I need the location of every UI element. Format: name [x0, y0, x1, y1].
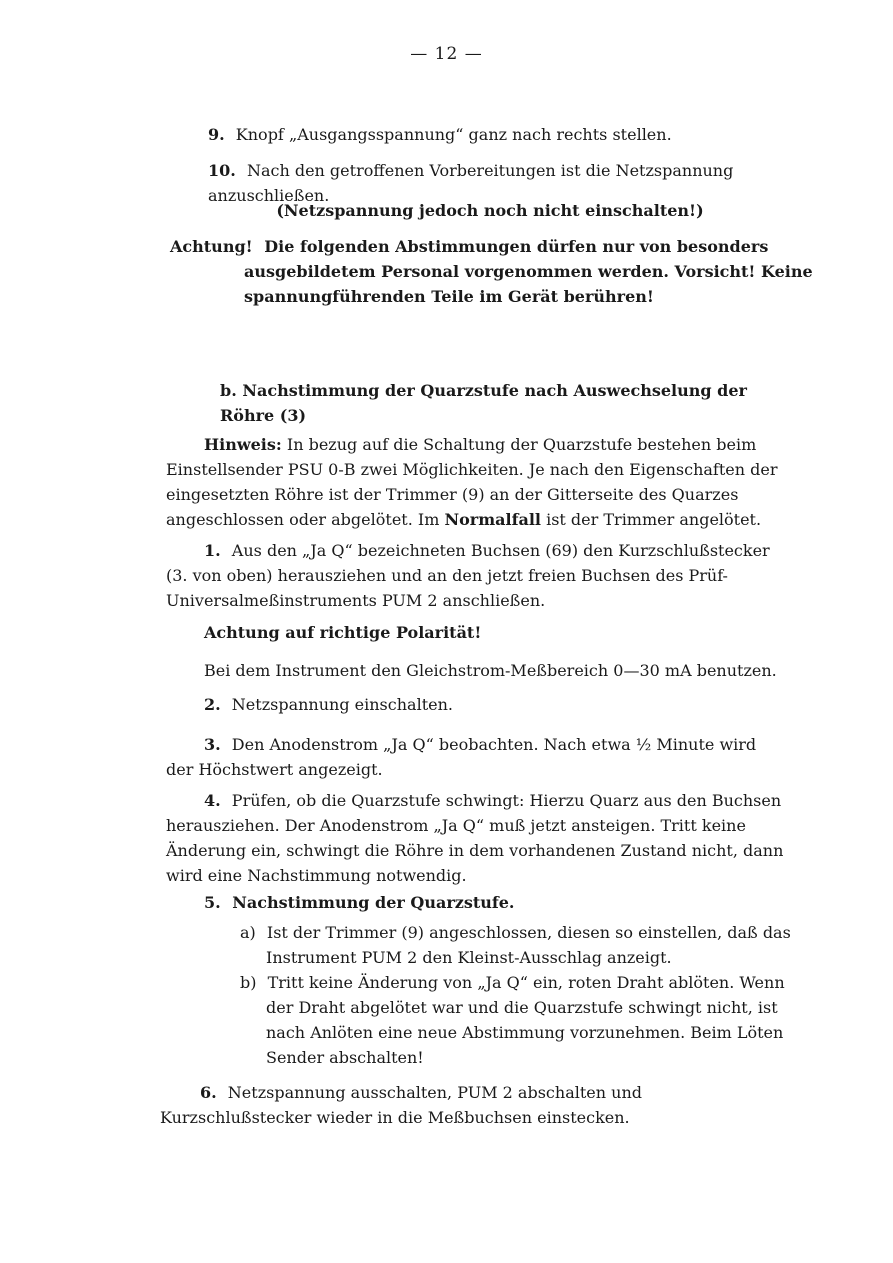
step-text: Knopf „Ausgangsspannung“ ganz nach rechts stellen. [235, 125, 672, 144]
substep-text: Tritt keine Änderung von „Ja Q“ ein, roten Draht ablöten. Wenn der Draht abgelötet war und die Quarzstufe schwingt nicht, ist nach Anlöten eine neue Abstimmung vorzunehmen. Beim Löten Sender abschalten! [266, 973, 785, 1067]
warning-label: Achtung! [170, 237, 253, 256]
substep-b [240, 970, 812, 1070]
substep-label: b) [240, 973, 257, 992]
substep-text: Ist der Trimmer (9) angeschlossen, diesen so einstellen, daß das Instrument PUM 2 den Kleinst-Ausschlag anzeigt. [266, 923, 791, 967]
step-3 [166, 732, 786, 782]
step-number: 5. [204, 893, 221, 912]
page-number: — 12 — [410, 44, 483, 64]
substep-a [240, 920, 812, 970]
step-number: 3. [204, 735, 221, 754]
hint-text-end: ist der Trimmer angelötet. [546, 510, 762, 529]
mains-note: (Netzspannung jedoch noch nicht einschalten!) [276, 201, 704, 220]
step-4 [166, 788, 786, 888]
step-number: 4. [204, 791, 221, 810]
step-text: Netzspannung einschalten. [231, 695, 453, 714]
step-6 [160, 1080, 786, 1130]
step-number: 10. [208, 161, 236, 180]
warning-text: Die folgenden Abstimmungen dürfen nur von besonders ausgebildetem Personal vorgenommen werden. Vorsicht! Keine spannungführenden Teile im Gerät berühren! [244, 237, 813, 306]
polarity-warning: Achtung auf richtige Polarität! [204, 623, 482, 642]
step-number: 2. [204, 695, 221, 714]
step-text: Netzspannung ausschalten, PUM 2 abschalten und Kurzschlußstecker wieder in die Meßbuchsen einstecken. [160, 1083, 642, 1127]
step-text: Nach den getroffenen Vorbereitungen ist die Netzspannung anzuschließen. [208, 161, 734, 205]
warning-block [170, 234, 864, 309]
step-2 [204, 692, 784, 717]
step-1 [166, 538, 786, 613]
hint-text: In bezug auf die Schaltung der Quarzstufe bestehen beim Einstellsender PSU 0-B zwei Möglichkeiten. Je nach den Eigenschaften der eingesetzten Röhre ist der Trimmer (9) an der Gitterseite des Quarzes angeschlossen oder abgelötet. Im [166, 435, 778, 529]
step-text: Nachstimmung der Quarzstufe. [232, 893, 515, 912]
hint-label: Hinweis: [204, 435, 282, 454]
substep-label: a) [240, 923, 256, 942]
step-text: Aus den „Ja Q“ bezeichneten Buchsen (69) den Kurzschlußstecker (3. von oben) herausziehen und an den jetzt freien Buchsen des Prüf-Universalmeßinstruments PUM 2 anschließen. [166, 541, 770, 610]
step-text: Den Anodenstrom „Ja Q“ beobachten. Nach etwa ½ Minute wird der Höchstwert angezeigt. [166, 735, 757, 779]
hint-block [166, 432, 786, 532]
step-number: 9. [208, 125, 225, 144]
step-number: 6. [200, 1083, 217, 1102]
instrument-note: Bei dem Instrument den Gleichstrom-Meßbereich 0—30 mA benutzen. [204, 661, 777, 680]
hint-bold-word: Normalfall [444, 510, 541, 529]
section-heading: b. Nachstimmung der Quarzstufe nach Auswechselung der Röhre (3) [220, 381, 747, 425]
step-5 [204, 890, 784, 915]
step-text: Prüfen, ob die Quarzstufe schwingt: Hierzu Quarz aus den Buchsen herausziehen. Der Anodenstrom „Ja Q“ muß jetzt ansteigen. Tritt keine Änderung ein, schwingt die Röhre in dem vorhandenen Zustand nicht, dann wird eine Nachstimmung notwendig. [166, 791, 784, 885]
step-number: 1. [204, 541, 221, 560]
step-9 [208, 122, 808, 147]
